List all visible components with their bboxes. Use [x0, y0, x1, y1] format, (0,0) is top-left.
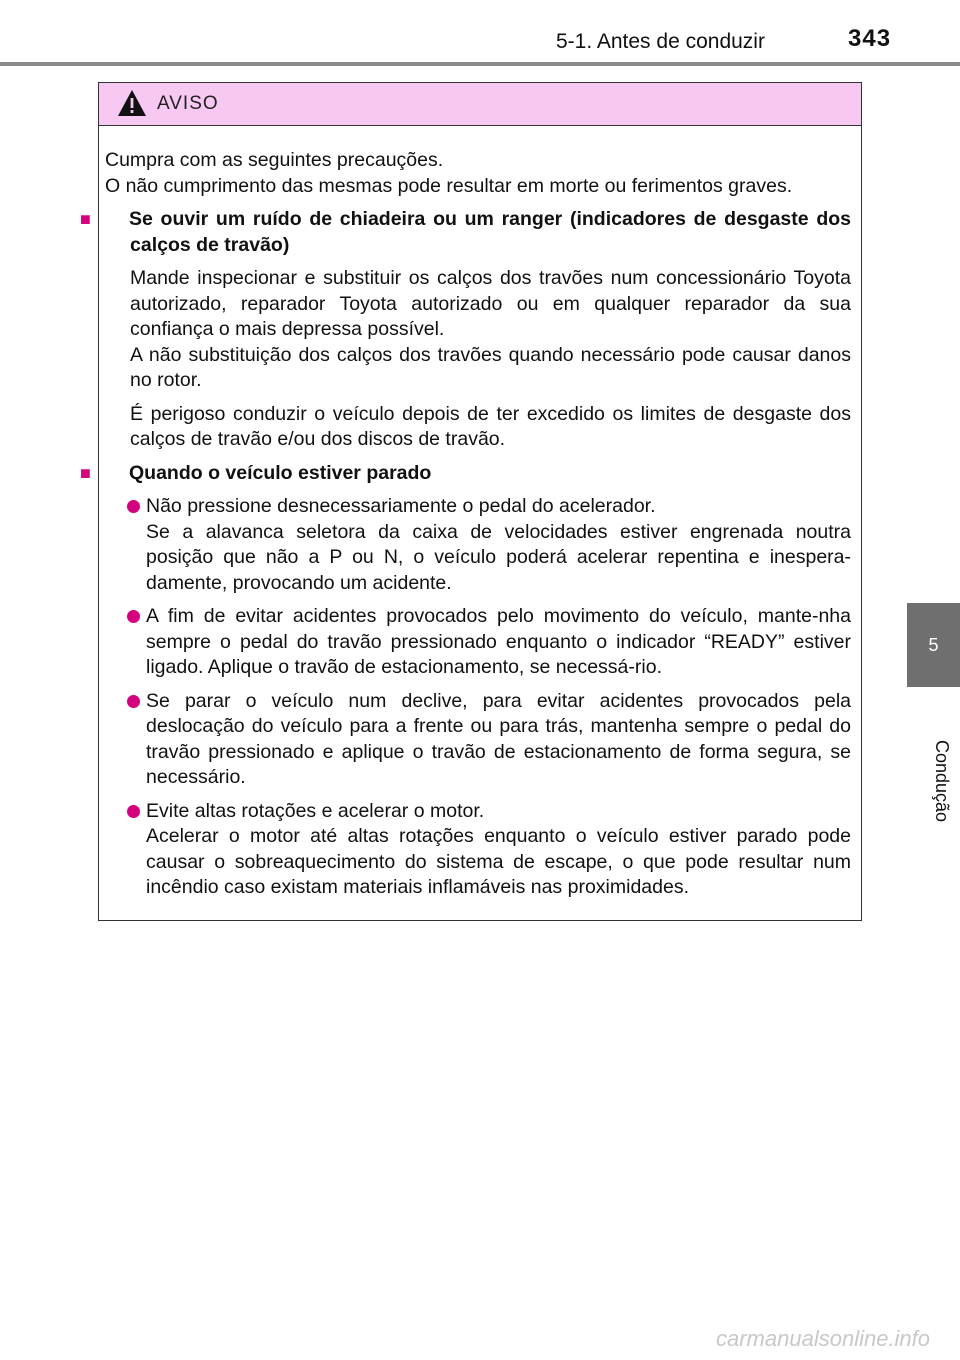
intro-line: Cumpra com as seguintes precauções. — [105, 149, 444, 171]
square-bullet-icon: ■ — [80, 462, 91, 483]
warning-intro — [105, 148, 851, 199]
watermark: carmanualsonline.info — [716, 1326, 931, 1351]
paragraph-line: Mande inspecionar e substituir os calços dos travões num concessionário Toyota autorizado, reparador Toyota autorizado ou em qualquer reparador da sua confiança o mais depressa possível. — [130, 267, 851, 340]
paragraph — [105, 266, 851, 394]
header-divider — [0, 62, 960, 66]
square-bullet-icon: ■ — [80, 209, 91, 229]
paragraph-line: A não substituição dos calços dos travões quando necessário pode causar danos no rotor. — [130, 343, 851, 391]
warning-box — [80, 82, 862, 921]
section-heading-vehicle-stopped — [80, 461, 851, 487]
list-item-line: Se a alavanca seletora da caixa de velocidades estiver engrenada noutra posição que não a P ou N, o veículo poderá acelerar repentina e inespera-damente, provocando um acidente. — [146, 520, 851, 594]
page-number: 343 — [848, 25, 892, 52]
round-bullet-icon — [127, 610, 140, 623]
list-item — [105, 604, 851, 681]
warning-header — [99, 83, 861, 126]
list-item-line: Acelerar o motor até altas rotações enquanto o veículo estiver parado pode causar o sobreaquecimento do sistema de escape, o que pode resultar num incêndio caso existam materiais inflamáveis nas proximidades. — [146, 825, 851, 898]
list-item-line: Evite altas rotações e acelerar o motor. — [146, 799, 485, 822]
list-item-line: Não pressione desnecessariamente o pedal do acelerador. — [146, 495, 656, 517]
warning-title: AVISO — [157, 93, 219, 114]
round-bullet-icon — [127, 500, 140, 513]
paragraph-line: É perigoso conduzir o veículo depois de ter excedido os limites de desgaste dos calços de travão e/ou dos discos de travão. — [130, 402, 851, 450]
round-bullet-icon — [127, 695, 140, 708]
list-item-line: Se parar o veículo num declive, para evitar acidentes provocados pela deslocação do veículo para a frente ou para trás, mantenha sempre o pedal do travão pressionado e aplique o travão de estacionamento de forma segura, se necessário. — [146, 689, 851, 788]
warning-triangle-icon — [117, 89, 147, 117]
section-heading-text: Se ouvir um ruído de chiadeira ou um ranger (indicadores de desgaste dos calços de travão) — [129, 208, 851, 256]
list-item-line: A fim de evitar acidentes provocados pelo movimento do veículo, mante-nha sempre o pedal do travão pressionado enquanto o indicador “READY” estiver ligado. Aplique o travão de estacionamento, se necessá-rio. — [146, 605, 851, 678]
round-bullet-icon — [127, 805, 140, 818]
chapter-tab[interactable]: 5 — [907, 603, 960, 687]
list-item — [105, 799, 851, 901]
list-item — [105, 494, 851, 596]
list-item — [105, 689, 851, 791]
intro-line: O não cumprimento das mesmas pode resultar em morte ou ferimentos graves. — [105, 174, 793, 197]
chapter-label: Condução — [932, 740, 952, 823]
paragraph — [105, 402, 851, 453]
section-heading-brake-wear — [80, 207, 851, 258]
section-heading-text: Quando o veículo estiver parado — [129, 461, 432, 484]
warning-body — [80, 126, 861, 901]
section-title: 5-1. Antes de conduzir — [556, 30, 765, 53]
